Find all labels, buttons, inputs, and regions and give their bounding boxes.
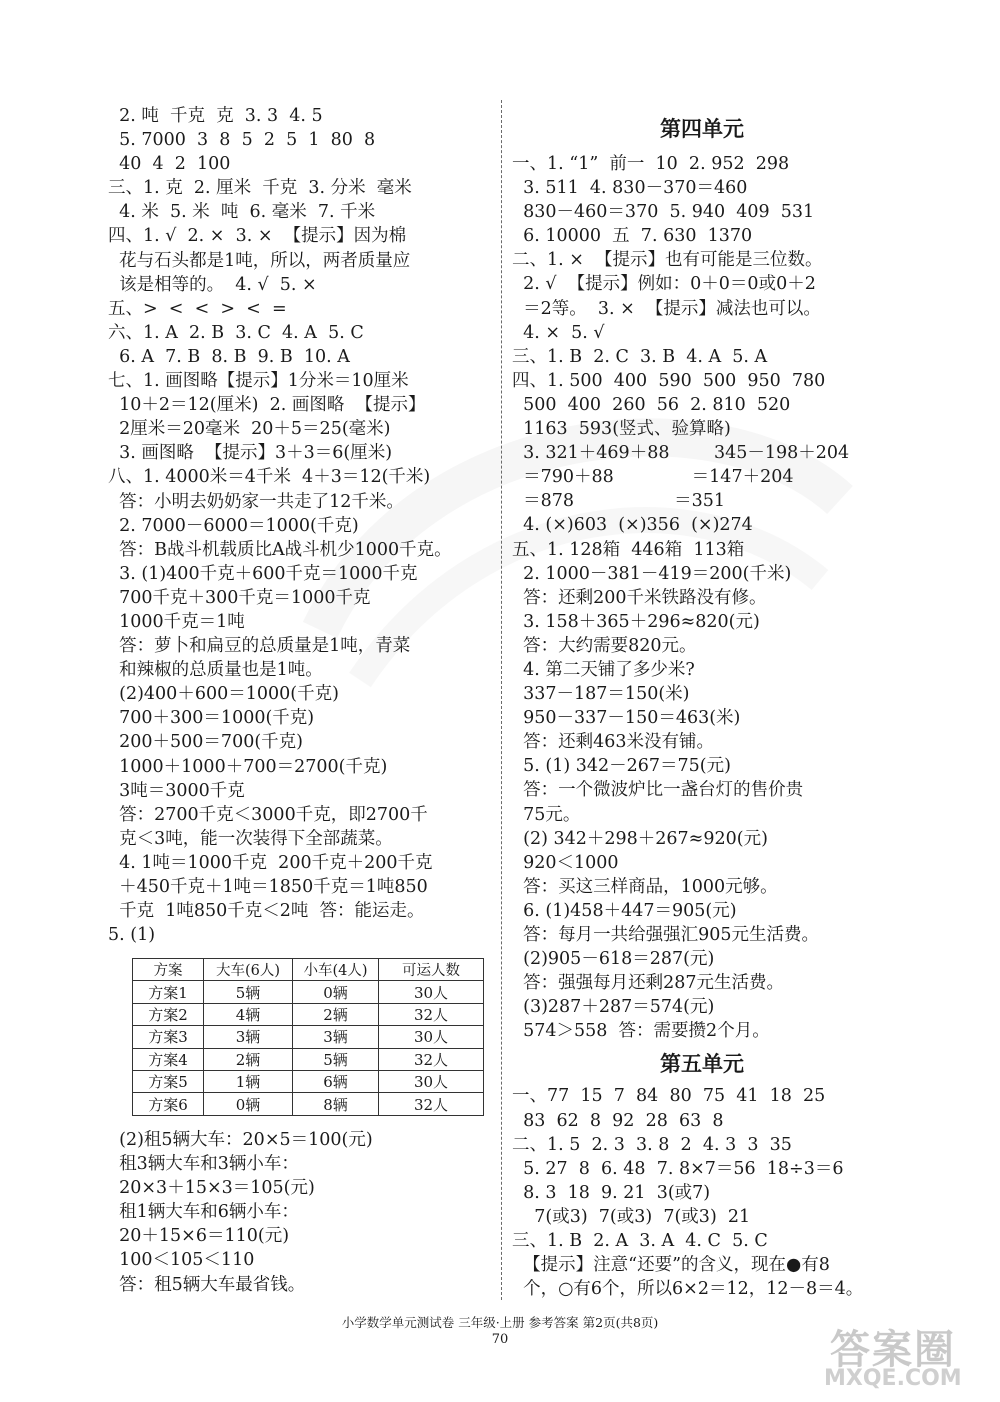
unit4-heading: 第四单元 xyxy=(660,117,744,141)
answer-line: 【提示】注意“还要”的含义，现在●有8 xyxy=(512,1255,830,1276)
answer-line: ＝878 ＝351 xyxy=(512,491,726,512)
answer-line: 3. 511 4. 830－370＝460 xyxy=(512,178,748,199)
answer-line: 一、1. “1” 前一 10 2. 952 298 xyxy=(512,154,790,174)
left-column-tail xyxy=(108,1128,494,1297)
answer-line: 20＋15×6＝110(元) xyxy=(108,1226,290,1247)
answer-line: 5. (1) 342－267＝75(元) xyxy=(512,756,731,777)
table-cell: 方案5 xyxy=(133,1070,204,1092)
answer-line: 答：萝卜和扁豆的总质量是1吨，青菜 xyxy=(108,636,411,657)
table-cell: 0辆 xyxy=(293,981,379,1003)
table-cell: 8辆 xyxy=(293,1093,379,1115)
answer-line: 8. 3 18 9. 21 3(或7) xyxy=(512,1182,711,1203)
answer-line: 5. (1) xyxy=(108,925,156,946)
answer-line: 7(或3) 7(或3) 7(或3) 21 xyxy=(512,1206,751,1227)
answer-line: 千克 1吨850千克＜2吨 答：能运走。 xyxy=(108,901,425,922)
answer-line: 三、1. B 2. C 3. B 4. A 5. A xyxy=(512,346,768,367)
answer-line: 920＜1000 xyxy=(512,852,619,873)
table-cell: 方案3 xyxy=(133,1026,204,1048)
answer-line: 4. 米 5. 米 吨 6. 毫米 7. 千米 xyxy=(108,202,376,223)
answer-line: 五、1. 128箱 446箱 113箱 xyxy=(512,539,745,560)
answer-line: ＋450千克＋1吨＝1850千克＝1吨850 xyxy=(108,877,428,897)
table-row xyxy=(133,1070,484,1092)
table-cell: 方案4 xyxy=(133,1048,204,1070)
answer-line: 6. (1)458＋447＝905(元) xyxy=(512,900,737,921)
unit5-heading: 第五单元 xyxy=(660,1052,744,1077)
answer-line: 答：大约需要820元。 xyxy=(512,635,697,656)
answer-line: 答：租5辆大车最省钱。 xyxy=(108,1274,306,1295)
answer-line: 2. √ 【提示】例如：0＋0＝0或0＋2 xyxy=(512,274,816,295)
left-column xyxy=(108,104,494,947)
answer-line: 个，○有6个，所以6×2＝12，12－8＝4。 xyxy=(512,1279,864,1300)
answer-line: 83 62 8 92 28 63 8 xyxy=(512,1110,724,1131)
table-header-cell: 小车(4人) xyxy=(293,959,379,981)
page-number: 70 xyxy=(491,1332,509,1347)
logo-url: MXQE.COM xyxy=(824,1366,962,1391)
table-cell: 方案6 xyxy=(133,1093,204,1115)
table-cell: 3辆 xyxy=(204,1026,293,1048)
answer-line: 答：一个微波炉比一盏台灯的售价贵 xyxy=(512,780,804,801)
table-body xyxy=(133,981,484,1115)
table-row xyxy=(133,1003,484,1025)
answer-line: 四、1. 500 400 590 500 950 780 xyxy=(512,370,826,391)
answer-line: ＝2等。 3. × 【提示】减法也可以。 xyxy=(512,298,821,319)
answer-line: 700＋300＝1000(千克) xyxy=(108,708,315,729)
answer-line: 40 4 2 100 xyxy=(108,154,231,175)
answer-line: 337－187＝150(米) xyxy=(512,684,690,705)
answer-line: 2. 1000－381－419＝200(千米) xyxy=(512,563,792,584)
answer-line: 950－337－150＝463(米) xyxy=(512,708,741,729)
table-cell: 32人 xyxy=(379,1093,484,1115)
answer-line: (2)租5辆大车：20×5＝100(元) xyxy=(108,1130,373,1150)
answer-line: 3. 158＋365＋296≈820(元) xyxy=(512,611,760,632)
table-row xyxy=(133,1026,484,1048)
answer-line: 5. 7000 3 8 5 2 5 1 80 8 xyxy=(108,130,376,151)
answer-line: 四、1. √ 2. × 3. × 【提示】因为棉 xyxy=(108,226,407,247)
table-cell: 30人 xyxy=(379,1070,484,1092)
answer-line: 200＋500＝700(千克) xyxy=(108,732,303,753)
answer-line: 830－460＝370 5. 940 409 531 xyxy=(512,202,815,223)
footer-title: 小学数学单元测试卷 三年级·上册 参考答案 第2页(共8页) xyxy=(341,1315,659,1330)
table-cell: 3辆 xyxy=(293,1026,379,1048)
answer-line: 4. 1吨＝1000千克 200千克＋200千克 xyxy=(108,852,433,873)
answer-line: 答：每月一共给强强汇905元生活费。 xyxy=(512,925,820,945)
corner-watermark-logo xyxy=(820,1318,980,1392)
answer-line: 克＜3吨，能一次装得下全部蔬菜。 xyxy=(108,828,393,849)
answer-line: 1163 593(竖式、验算略) xyxy=(512,419,731,440)
table-cell: 4辆 xyxy=(204,1003,293,1025)
unit5-answers xyxy=(512,1084,892,1301)
table-cell: 方案1 xyxy=(133,981,204,1003)
table-header-cell: 大车(6人) xyxy=(204,959,293,981)
answer-line: 4. (×)603 (×)356 (×)274 xyxy=(512,515,753,536)
answer-line: ＝790＋88 ＝147＋204 xyxy=(512,467,794,488)
answer-line: 2. 7000－6000＝1000(千克) xyxy=(108,515,359,536)
answer-line: 700千克＋300千克＝1000千克 xyxy=(108,587,371,608)
answer-line: 租1辆大车和6辆小车： xyxy=(108,1202,299,1223)
answer-line: 一、77 15 7 84 80 75 41 18 25 xyxy=(512,1086,826,1107)
answer-line: 2厘米＝20毫米 20＋5＝25(毫米) xyxy=(108,419,391,440)
table-header-cell: 方案 xyxy=(133,959,204,981)
table-header-cell: 可运人数 xyxy=(379,959,484,981)
table-row xyxy=(133,981,484,1003)
answer-line: 答：B战斗机载质比A战斗机少1000千克。 xyxy=(108,539,452,560)
column-divider xyxy=(501,100,502,1300)
answer-line: 10＋2＝12(厘米) 2. 画图略 【提示】 xyxy=(108,395,426,416)
unit4-answers xyxy=(512,152,892,1043)
answer-line: (3)287＋287＝574(元) xyxy=(512,997,715,1018)
answer-line: 500 400 260 56 2. 810 520 xyxy=(512,394,791,415)
right-column xyxy=(512,104,892,1301)
answer-line: 和辣椒的总质量也是1吨。 xyxy=(108,660,323,681)
table-cell: 0辆 xyxy=(204,1093,293,1115)
table-header-row xyxy=(133,959,484,981)
answer-line: 八、1. 4000米＝4千米 4＋3＝12(千米) xyxy=(108,467,431,488)
logo-text: 答案圈 xyxy=(830,1327,956,1373)
table-row xyxy=(133,1093,484,1115)
answer-line: 答：2700千克＜3000千克，即2700千 xyxy=(108,804,428,825)
answer-line: 六、1. A 2. B 3. C 4. A 5. C xyxy=(108,322,364,343)
answer-line: 6. 10000 五 7. 630 1370 xyxy=(512,226,753,247)
answer-line: 答：强强每月还剩287元生活费。 xyxy=(512,973,785,994)
answer-line: 花与石头都是1吨，所以，两者质量应 xyxy=(108,250,411,271)
table-cell: 1辆 xyxy=(204,1070,293,1092)
answer-line: 6. A 7. B 8. B 9. B 10. A xyxy=(108,346,350,367)
answer-line: 答：还剩463米没有铺。 xyxy=(512,732,715,753)
answer-line: (2)905－618＝287(元) xyxy=(512,949,715,970)
answer-line: 4. × 5. √ xyxy=(512,322,605,343)
answer-line: 二、1. 5 2. 3 3. 8 2 4. 3 3 35 xyxy=(512,1134,792,1155)
answer-line: 100＜105＜110 xyxy=(108,1250,255,1271)
table-cell: 30人 xyxy=(379,981,484,1003)
table-cell: 5辆 xyxy=(204,981,293,1003)
answer-line: 20×3＋15×3＝105(元) xyxy=(108,1178,315,1199)
answer-line: 2. 吨 千克 克 3. 3 4. 5 xyxy=(108,106,323,126)
table-cell: 6辆 xyxy=(293,1070,379,1092)
answer-line: 答：买这三样商品，1000元够。 xyxy=(512,876,778,897)
answer-line: 该是相等的。 4. √ 5. × xyxy=(108,274,317,295)
answer-line: 574＞558 答：需要攒2个月。 xyxy=(512,1021,770,1042)
answer-line: 二、1. × 【提示】也有可能是三位数。 xyxy=(512,250,823,271)
answer-line: 3. (1)400千克＋600千克＝1000千克 xyxy=(108,563,418,584)
answer-line: 七、1. 画图略【提示】1分米＝10厘米 xyxy=(108,371,409,392)
answer-line: 3. 321＋469＋88 345－198＋204 xyxy=(512,443,850,464)
answer-line: 3吨＝3000千克 xyxy=(108,780,245,801)
answer-line: 75元。 xyxy=(512,804,581,825)
answer-line: 答：小明去奶奶家一共走了12千米。 xyxy=(108,491,404,512)
answer-line: 租3辆大车和3辆小车： xyxy=(108,1154,299,1175)
table-row xyxy=(133,1048,484,1070)
plan-table xyxy=(132,958,484,1116)
table-cell: 5辆 xyxy=(293,1048,379,1070)
answer-line: (2)400＋600＝1000(千克) xyxy=(108,684,339,705)
table-cell: 32人 xyxy=(379,1003,484,1025)
answer-line: 4. 第二天铺了多少米? xyxy=(512,659,695,680)
answer-line: 5. 27 8 6. 48 7. 8×7＝56 18÷3＝6 xyxy=(512,1158,844,1179)
table-cell: 2辆 xyxy=(293,1003,379,1025)
answer-line: 3. 画图略 【提示】3＋3＝6(厘米) xyxy=(108,443,393,464)
table-cell: 32人 xyxy=(379,1048,484,1070)
table-cell: 30人 xyxy=(379,1026,484,1048)
answer-line: 三、1. 克 2. 厘米 千克 3. 分米 毫米 xyxy=(108,178,412,199)
answer-line: 三、1. B 2. A 3. A 4. C 5. C xyxy=(512,1231,768,1252)
answer-line: 答：还剩200千米铁路没有修。 xyxy=(512,587,767,608)
table-cell: 2辆 xyxy=(204,1048,293,1070)
answer-line: 1000＋1000＋700＝2700(千克) xyxy=(108,756,388,777)
answer-line: 1000千克＝1吨 xyxy=(108,611,245,632)
answer-line: 五、> < < > < = xyxy=(108,298,287,319)
table-cell: 方案2 xyxy=(133,1003,204,1025)
answer-line: (2) 342＋298＋267≈920(元) xyxy=(512,828,768,849)
